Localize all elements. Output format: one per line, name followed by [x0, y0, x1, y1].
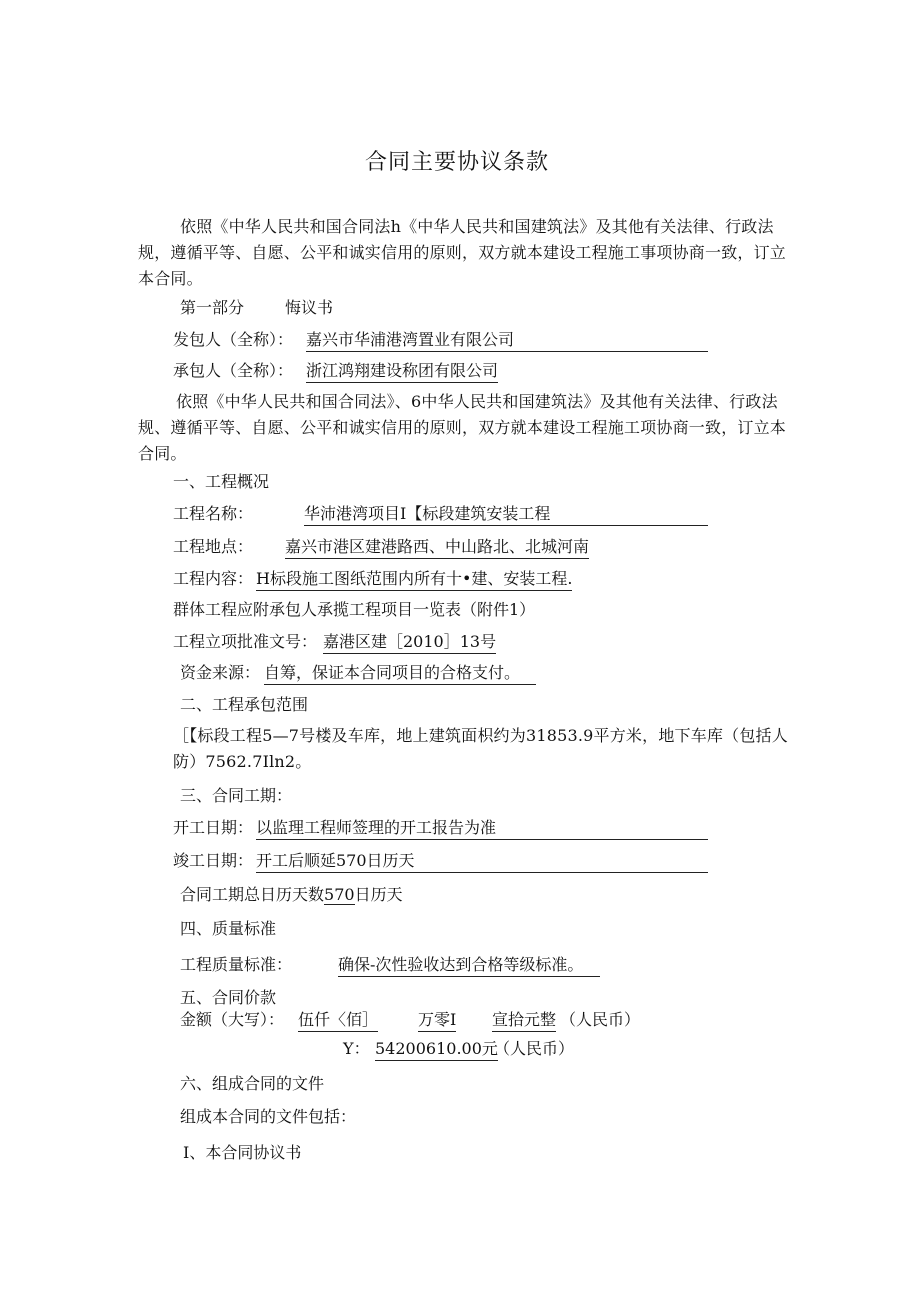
total-duration-value: 570 [324, 885, 355, 904]
approval-label: 工程立项批准文号： [173, 632, 318, 651]
project-content-label: 工程内容： [173, 569, 254, 588]
sec1-heading: 一、工程概况 [173, 472, 270, 491]
documents-item-1: I、本合同协议书 [183, 1143, 302, 1162]
quality-label: 工程质量标准： [180, 955, 293, 974]
scope-text [173, 723, 788, 775]
amount-part3: 宣拾元整 [492, 1009, 556, 1032]
scope-text-body: ［【标段工程5—7号楼及车库，地上建筑面枳约为31853.9平方米，地下车库（包括人防）7562.7Iln2。 [173, 726, 788, 771]
page-title: 合同主要协议条款 [365, 150, 550, 175]
sec4-heading: 四、质量标准 [180, 919, 277, 938]
sec3-heading: 三、合同工期： [180, 786, 293, 805]
end-date-label: 竣工日期： [173, 851, 254, 870]
contractor-value: 浙江鸿翔建设称团有限公司 [306, 360, 498, 383]
project-name-value: 华沛港湾项目I【标段建筑安装工程 [304, 503, 708, 526]
total-duration-prefix: 合同工期总日历天数 [180, 885, 325, 904]
funding-label: 资金来源： [180, 663, 261, 682]
sec2-heading: 二、工程承包范围 [180, 695, 309, 714]
part1-name: 悔议书 [285, 298, 334, 317]
part1-label: 第一部分 [180, 298, 245, 317]
contractor-label: 承包人（全称）： [173, 361, 294, 380]
project-name-label: 工程名称： [173, 504, 254, 523]
project-site-label: 工程地点： [173, 537, 254, 556]
intro-paragraph: 依照《中华人民共和国合同法h《中华人民共和国建筑法》及其他有关法律、行政法规，遵循平等、自愿、公平和诚实信用的原则，双方就本建设工程施工事项协商一致，订立本合同。 [138, 217, 787, 288]
intro2-paragraph: 依照《中华人民共和国合同法》、6中华人民共和国建筑法》及其他有关法律、行政法规、遵循平等、自愿、公平和诚实信用的原则，双方就本建设工程施工项协商一致，订立本合同。 [138, 392, 787, 463]
sec6-heading: 六、组成合同的文件 [180, 1074, 325, 1093]
funding-value: 自筹，保证本合同项目的合格支付。 [264, 662, 536, 685]
end-date-value: 开工后顺延570日历天 [256, 850, 708, 873]
total-duration [180, 884, 403, 906]
employer-value: 嘉兴市华浦港湾置业有限公司 [306, 329, 708, 352]
amount-part1: 伍仟〈佰］ [298, 1009, 378, 1032]
employer-label: 发包人（全称）： [173, 330, 294, 349]
group-projects-text: 群体工程应附承包人承揽工程项目一览表（附件1） [173, 600, 536, 619]
yen-suffix: （人民币） [494, 1039, 575, 1058]
start-date-label: 开工日期： [173, 818, 254, 837]
yen-label: Y： [343, 1039, 370, 1058]
documents-intro: 组成本合同的文件包括： [180, 1107, 357, 1126]
yen-value: 54200610.00元 [375, 1038, 498, 1061]
approval-value: 嘉港区建［2010］13号 [323, 631, 496, 654]
project-content-value: H标段施工图纸范围内所有十•建、安装工程. [256, 568, 572, 591]
quality-value: 确保-次性验收达到合格等级标准。 [338, 954, 600, 977]
project-site-value: 嘉兴市港区建港路西、中山路北、北城河南 [285, 536, 589, 559]
total-duration-suffix: 日历天 [354, 885, 403, 904]
amount-part2: 万零I [418, 1009, 456, 1032]
amount-suffix: （人民币） [560, 1010, 641, 1029]
amount-label: 金额（大写）： [180, 1010, 285, 1029]
start-date-value: 以监理工程师签理的开工报告为准 [256, 817, 708, 840]
sec5-heading: 五、合同价款 [180, 988, 277, 1007]
